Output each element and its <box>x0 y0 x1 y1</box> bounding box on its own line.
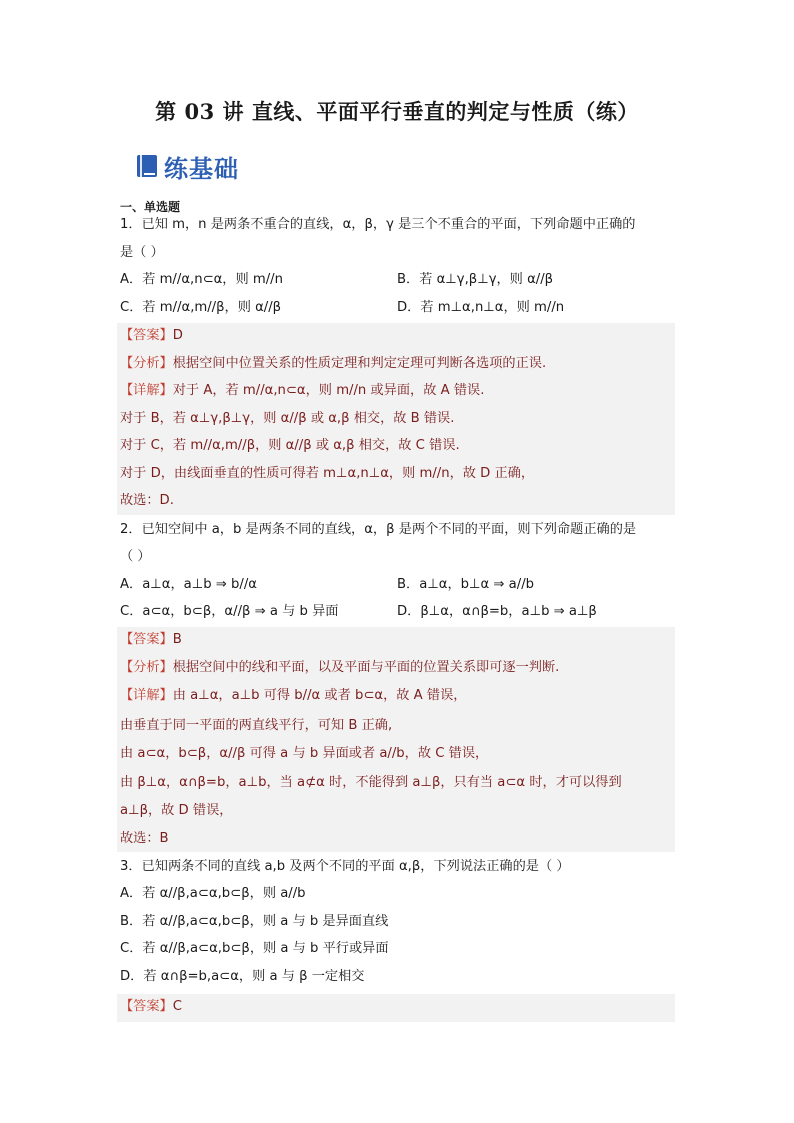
analysis-tag: 【分析】 <box>120 356 173 371</box>
q1-detail-1 <box>120 382 484 400</box>
q3-option-d: D．若 α∩β=b,a⊂α，则 a 与 β 一定相交 <box>120 969 365 984</box>
q1-analysis <box>120 355 546 373</box>
q1-option-c: C．若 m//α,m//β，则 α//β <box>120 300 282 315</box>
page-title: 第 03 讲 直线、平面平行垂直的判定与性质（练） <box>155 99 639 124</box>
q1-detail-3: 对于 C，若 m//α,m//β，则 α//β 或 α,β 相交，故 C 错误. <box>120 438 460 453</box>
analysis-text: 根据空间中的线和平面，以及平面与平面的位置关系即可逐一判断. <box>172 660 560 675</box>
analysis-text: 根据空间中位置关系的性质定理和判定定理可判断各选项的正误. <box>172 356 547 371</box>
q1-option-b: B．若 α⊥γ,β⊥γ，则 α//β <box>397 272 554 287</box>
book-icon <box>136 154 158 178</box>
q2-option-c: C．a⊂α，b⊂β，α//β ⇒ a 与 b 异面 <box>120 604 339 619</box>
detail-text: 对于 A，若 m//α,n⊂α，则 m//n 或异面，故 A 错误. <box>172 383 485 398</box>
q3-option-b: B．若 α//β,a⊂α,b⊂β，则 a 与 b 是异面直线 <box>120 914 389 929</box>
q2-option-b: B．a⊥α，b⊥α ⇒ a//b <box>397 577 535 592</box>
section-banner <box>136 150 239 182</box>
section-heading: 一、单选题 <box>120 200 181 214</box>
q1-detail-4: 对于 D，由线面垂直的性质可得若 m⊥α,n⊥α，则 m//n，故 D 正确， <box>120 466 535 481</box>
q3-answer <box>120 998 182 1016</box>
q2-answer <box>120 631 182 649</box>
q3-stem-line1: 3．已知两条不同的直线 a,b 及两个不同的平面 α,β，下列说法正确的是（ ） <box>120 859 570 874</box>
q2-analysis <box>120 659 559 677</box>
q2-option-a: A．a⊥α，a⊥b ⇒ b//α <box>120 577 257 592</box>
q2-detail-4: 由 β⊥α，α∩β=b，a⊥b，当 a⊄α 时，不能得到 a⊥β，只有当 a⊂α 时，才可以得到 <box>120 775 622 790</box>
q1-option-d: D．若 m⊥α,n⊥α，则 m//n <box>397 300 565 315</box>
q2-option-d: D．β⊥α，α∩β=b，a⊥b ⇒ a⊥β <box>397 604 597 619</box>
detail-tag: 【详解】 <box>120 688 173 703</box>
q2-stem-line1: 2．已知空间中 a，b 是两条不同的直线，α，β 是两个不同的平面，则下列命题正确的是 <box>120 522 637 537</box>
q1-detail-2: 对于 B，若 α⊥γ,β⊥γ，则 α//β 或 α,β 相交，故 B 错误. <box>120 411 455 426</box>
detail-tag: 【详解】 <box>120 383 173 398</box>
answer-tag: 【答案】 <box>120 999 173 1014</box>
q1-option-a: A．若 m//α,n⊂α，则 m//n <box>120 272 283 287</box>
detail-text: 由 a⊥α，a⊥b 可得 b//α 或者 b⊂α，故 A 错误， <box>172 688 467 703</box>
answer-tag: 【答案】 <box>120 328 173 343</box>
q2-conclusion: 故选：B <box>120 831 169 846</box>
q2-stem-line2: （ ） <box>120 549 151 564</box>
q2-detail-5: a⊥β，故 D 错误， <box>120 803 233 818</box>
q2-detail-1 <box>120 687 466 705</box>
answer-value: B <box>172 632 182 647</box>
q3-option-a: A．若 α//β,a⊂α,b⊂β，则 a//b <box>120 886 306 901</box>
banner-label: 练基础 <box>164 154 239 183</box>
q2-detail-2: 由垂直于同一平面的两直线平行，可知 B 正确, <box>120 718 393 733</box>
q3-option-c: C．若 α//β,a⊂α,b⊂β，则 a 与 b 平行或异面 <box>120 941 389 956</box>
answer-value: C <box>172 999 182 1014</box>
q2-detail-3: 由 a⊂α，b⊂β，α//β 可得 a 与 b 异面或者 a//b，故 C 错误， <box>120 746 489 761</box>
analysis-tag: 【分析】 <box>120 660 173 675</box>
q1-stem-line2: 是（ ） <box>120 245 164 260</box>
answer-tag: 【答案】 <box>120 632 173 647</box>
q1-answer <box>120 327 183 345</box>
q1-conclusion: 故选：D. <box>120 493 174 508</box>
q3-answer-block <box>117 994 675 1022</box>
answer-value: D <box>172 328 183 343</box>
q1-stem-line1: 1．已知 m，n 是两条不重合的直线，α，β，γ 是三个不重合的平面，下列命题中正确的 <box>120 217 636 232</box>
